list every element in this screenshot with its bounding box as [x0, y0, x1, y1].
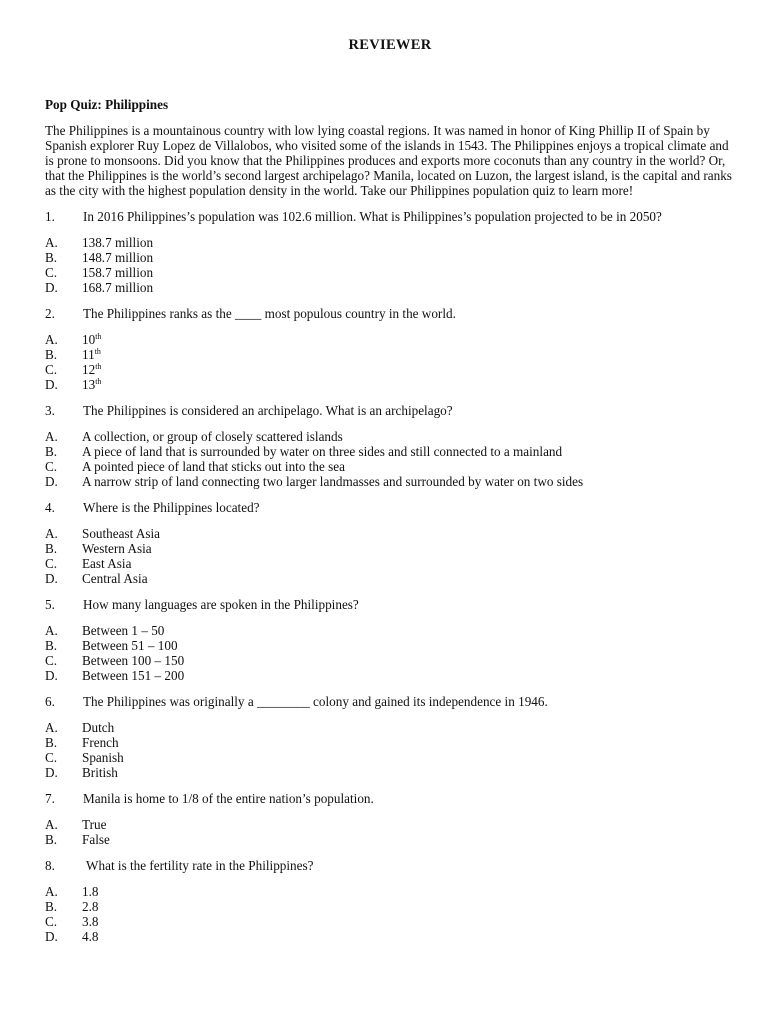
answer-option [45, 526, 735, 541]
option-letter: C. [45, 459, 58, 474]
option-letter: C. [45, 362, 58, 377]
option-text: Southeast Asia [82, 526, 161, 541]
option-text: Dutch [82, 720, 115, 735]
answer-option [45, 638, 735, 653]
answer-option [45, 332, 735, 347]
option-text: Western Asia [82, 541, 152, 556]
option-text: British [82, 765, 118, 780]
document-page [45, 38, 735, 955]
answer-option [45, 280, 735, 295]
question-block [45, 403, 735, 489]
answer-option [45, 929, 735, 944]
option-text: A piece of land that is surrounded by water on three sides and still connected to a mainland [82, 444, 563, 459]
option-text: 158.7 million [82, 265, 154, 280]
answer-option [45, 235, 735, 250]
intro-paragraph: The Philippines is a mountainous country with low lying coastal regions. It was named in honor of King Phillip II of Spain by Spanish explorer Ruy Lopez de Villalobos, who visited some of the islands in 1543. The Philippines enjoys a tropical climate and is prone to monsoons. Did you know that the Philippines produces and exports more coconuts than any country in the world? Or, that the Philippines is the world’s second largest archipelago? Manila, located on Luzon, the largest island, is the capital and ranks as the city with the highest population density in the world. Take our Philippines population quiz to learn more! [45, 123, 732, 198]
question-text [45, 694, 735, 709]
question-text [45, 403, 735, 418]
answer-option [45, 474, 735, 489]
option-text: 4.8 [82, 929, 99, 944]
question-number: 3. [45, 403, 55, 418]
option-text: 168.7 million [82, 280, 154, 295]
question-list [45, 209, 735, 944]
question-number: 6. [45, 694, 55, 709]
answer-option [45, 720, 735, 735]
ordinal-suffix: th [95, 332, 102, 341]
question-block [45, 694, 735, 780]
option-letter: C. [45, 750, 58, 765]
option-text: 3.8 [82, 914, 99, 929]
question-block [45, 858, 735, 944]
option-letter: C. [45, 556, 58, 571]
option-text: Between 1 – 50 [82, 623, 165, 638]
answer-option [45, 444, 735, 459]
question-label: The Philippines ranks as the ____ most populous country in the world. [83, 306, 456, 321]
answer-option [45, 459, 735, 474]
option-letter: D. [45, 765, 58, 780]
option-text: Central Asia [82, 571, 148, 586]
question-label: How many languages are spoken in the Philippines? [83, 597, 359, 612]
quiz-subtitle: Pop Quiz: Philippines [45, 97, 169, 112]
option-text: Between 51 – 100 [82, 638, 178, 653]
question-text [45, 306, 735, 321]
option-letter: B. [45, 541, 58, 556]
option-letter: B. [45, 899, 58, 914]
option-letter: C. [45, 653, 58, 668]
answer-option [45, 653, 735, 668]
answer-option [45, 817, 735, 832]
document-title: REVIEWER [348, 37, 432, 53]
option-letter: B. [45, 638, 58, 653]
option-text: Between 151 – 200 [82, 668, 185, 683]
option-text: False [82, 832, 110, 847]
answer-options [45, 526, 735, 586]
answer-options [45, 817, 735, 847]
option-text: A pointed piece of land that sticks out into the sea [82, 459, 345, 474]
option-text: 10th [82, 332, 102, 347]
option-text: A collection, or group of closely scattered islands [82, 429, 343, 444]
answer-option [45, 377, 735, 392]
question-number: 1. [45, 209, 55, 224]
question-label: The Philippines is considered an archipelago. What is an archipelago? [83, 403, 453, 418]
option-letter: D. [45, 280, 58, 295]
option-letter: D. [45, 929, 58, 944]
question-text [45, 597, 735, 612]
question-block [45, 500, 735, 586]
option-letter: B. [45, 347, 58, 362]
option-letter: A. [45, 884, 58, 899]
answer-option [45, 668, 735, 683]
option-letter: C. [45, 914, 58, 929]
answer-option [45, 899, 735, 914]
option-text: 12th [82, 362, 102, 377]
option-text: A narrow strip of land connecting two larger landmasses and surrounded by water on two sides [82, 474, 584, 489]
answer-options [45, 720, 735, 780]
ordinal-suffix: th [95, 377, 102, 386]
answer-option [45, 362, 735, 377]
question-number: 4. [45, 500, 55, 515]
option-letter: A. [45, 720, 58, 735]
question-label: Manila is home to 1/8 of the entire nation’s population. [83, 791, 374, 806]
answer-options [45, 623, 735, 683]
option-letter: A. [45, 817, 58, 832]
answer-option [45, 571, 735, 586]
option-text: 1.8 [82, 884, 99, 899]
question-text [45, 500, 735, 515]
question-number: 7. [45, 791, 55, 806]
answer-options [45, 429, 735, 489]
option-letter: C. [45, 265, 58, 280]
question-number: 2. [45, 306, 55, 321]
question-block [45, 306, 735, 392]
answer-option [45, 556, 735, 571]
option-text: East Asia [82, 556, 132, 571]
option-letter: B. [45, 735, 58, 750]
option-text: Spanish [82, 750, 124, 765]
answer-option [45, 765, 735, 780]
option-letter: A. [45, 235, 58, 250]
option-letter: A. [45, 526, 58, 541]
answer-option [45, 750, 735, 765]
question-number: 5. [45, 597, 55, 612]
option-text: Between 100 – 150 [82, 653, 185, 668]
question-label: What is the fertility rate in the Philippines? [83, 858, 314, 873]
option-text: French [82, 735, 119, 750]
answer-option [45, 429, 735, 444]
ordinal-suffix: th [95, 362, 102, 371]
option-text: 2.8 [82, 899, 99, 914]
option-letter: B. [45, 250, 58, 265]
question-label: Where is the Philippines located? [83, 500, 260, 515]
option-text: 11th [82, 347, 101, 362]
option-letter: D. [45, 474, 58, 489]
question-text [45, 209, 735, 224]
answer-option [45, 541, 735, 556]
answer-option [45, 735, 735, 750]
question-label: In 2016 Philippines’s population was 102.6 million. What is Philippines’s population projected to be in 2050? [83, 209, 662, 224]
option-letter: B. [45, 832, 58, 847]
question-block [45, 597, 735, 683]
option-letter: D. [45, 668, 58, 683]
answer-option [45, 250, 735, 265]
answer-options [45, 235, 735, 295]
answer-option [45, 347, 735, 362]
option-letter: A. [45, 623, 58, 638]
ordinal-suffix: th [94, 347, 101, 356]
option-letter: A. [45, 332, 58, 347]
question-number: 8. [45, 858, 55, 873]
question-text [45, 791, 735, 806]
question-label: The Philippines was originally a ________ colony and gained its independence in 1946. [83, 694, 548, 709]
answer-option [45, 914, 735, 929]
answer-option [45, 832, 735, 847]
option-text: 138.7 million [82, 235, 154, 250]
answer-options [45, 332, 735, 392]
question-block [45, 209, 735, 295]
option-text: 148.7 million [82, 250, 154, 265]
option-text: 13th [82, 377, 102, 392]
answer-option [45, 884, 735, 899]
answer-options [45, 884, 735, 944]
answer-option [45, 265, 735, 280]
option-letter: D. [45, 377, 58, 392]
answer-option [45, 623, 735, 638]
option-letter: D. [45, 571, 58, 586]
option-letter: B. [45, 444, 58, 459]
question-text [45, 858, 735, 873]
option-text: True [82, 817, 107, 832]
option-letter: A. [45, 429, 58, 444]
question-block [45, 791, 735, 847]
